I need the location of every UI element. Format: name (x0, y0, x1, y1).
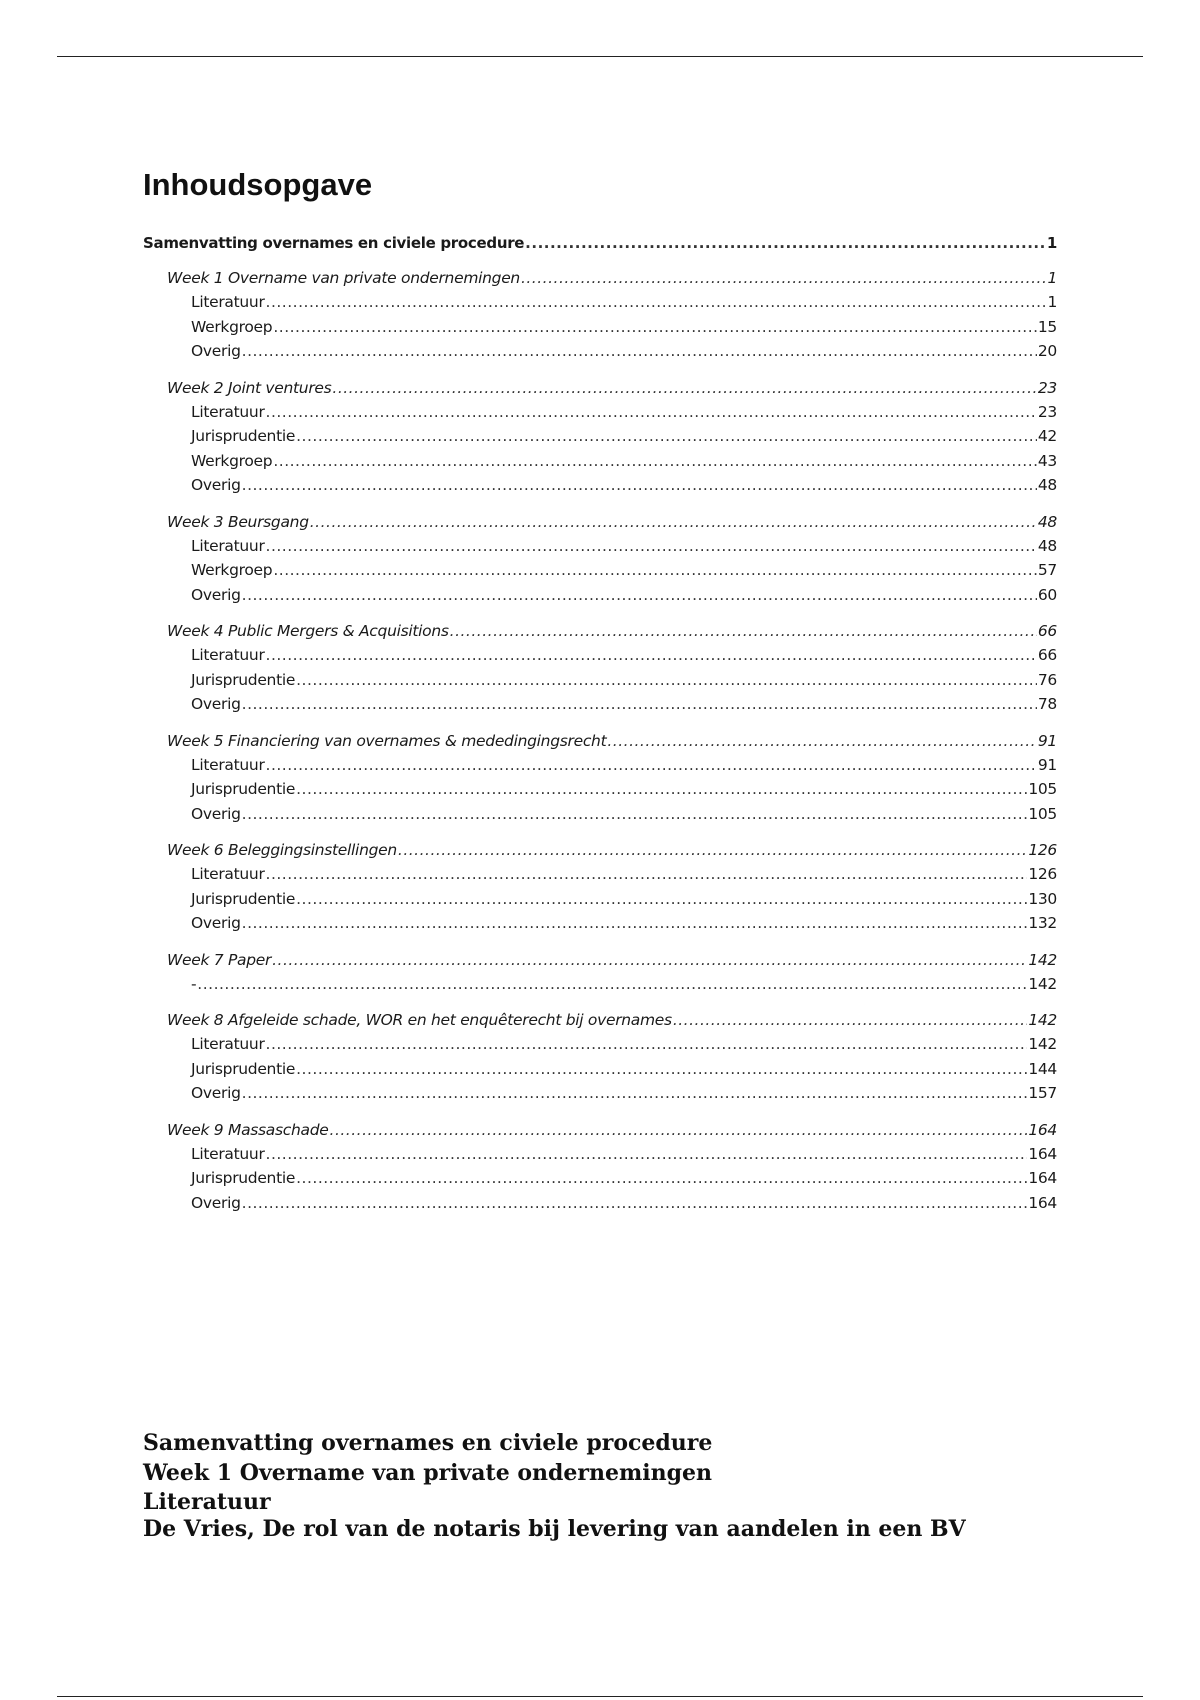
toc-entry-label: Week 1 Overname van private ondernemingen (167, 269, 520, 287)
toc-entry-label: Literatuur (191, 1035, 265, 1053)
toc-entry-label: Jurisprudentie (191, 1059, 296, 1078)
toc-leader-dots (242, 1191, 1028, 1216)
toc-leader-dots (296, 887, 1027, 912)
toc-entry-week[interactable] (143, 619, 1057, 643)
toc-leader-dots (266, 290, 1047, 315)
toc-entry-week[interactable] (143, 1008, 1057, 1032)
toc-entry-page: 42 (1037, 427, 1057, 445)
toc-leader-dots (521, 266, 1046, 290)
toc-entry-label: Samenvatting overnames en civiele procedure (143, 234, 525, 252)
toc-entry-label: Literatuur (191, 1144, 265, 1163)
toc-entry-label: Jurisprudentie (191, 427, 296, 445)
toc-entry-page: 142 (1028, 974, 1057, 993)
toc-entry-page: 164 (1028, 1193, 1057, 1212)
toc-entry-page: 23 (1037, 378, 1057, 397)
toc-leader-dots (296, 424, 1037, 449)
toc-entry-label: Overig (191, 1084, 241, 1102)
toc-entry-page: 105 (1028, 804, 1057, 823)
toc-entry-subsection[interactable] (143, 473, 1057, 498)
toc-entry-week[interactable] (143, 376, 1057, 400)
toc-leader-dots (673, 1008, 1028, 1032)
toc-entry-page: 144 (1028, 1059, 1057, 1078)
toc-entry-subsection[interactable] (143, 1032, 1057, 1057)
toc-leader-dots (272, 948, 1027, 972)
toc-entry-label: Jurisprudentie (191, 780, 296, 798)
toc-entry-label: Jurisprudentie (191, 889, 296, 908)
toc-entry-subsection[interactable] (143, 1142, 1057, 1167)
toc-entry-main[interactable] (143, 230, 1057, 256)
toc-entry-subsection[interactable] (143, 972, 1057, 997)
toc-entry-week[interactable] (143, 1118, 1057, 1142)
toc-leader-dots (266, 643, 1037, 668)
toc-entry-subsection[interactable] (143, 692, 1057, 717)
toc-entry-page: 78 (1037, 695, 1057, 713)
toc-leader-dots (330, 1118, 1028, 1142)
toc-entry-label: Overig (191, 695, 241, 713)
toc-entry-label: Week 4 Public Mergers & Acquisitions (167, 622, 449, 640)
toc-leader-dots (273, 315, 1037, 340)
toc-entry-subsection[interactable] (143, 583, 1057, 608)
toc-leader-dots (242, 1081, 1028, 1106)
toc-entry-page: 126 (1028, 841, 1057, 859)
toc-leader-dots (242, 339, 1037, 364)
toc-entry-page: 20 (1037, 342, 1057, 360)
toc-leader-dots (266, 534, 1037, 559)
toc-entry-subsection[interactable] (143, 862, 1057, 887)
toc-entry-page: 1 (1046, 234, 1057, 252)
toc-leader-dots (398, 838, 1027, 862)
toc-entry-subsection[interactable] (143, 424, 1057, 449)
toc-leader-dots (296, 668, 1037, 693)
toc-entry-subsection[interactable] (143, 534, 1057, 559)
toc-entry-label: Week 8 Afgeleide schade, WOR en het enquêterecht bij overnames (167, 1011, 672, 1029)
toc-leader-dots (242, 802, 1028, 827)
toc-entry-subsection[interactable] (143, 558, 1057, 583)
toc-entry-label: Literatuur (191, 536, 265, 555)
toc-entry-label: Overig (191, 914, 241, 932)
toc-entry-label: Literatuur (191, 865, 265, 883)
toc-entry-page: 15 (1037, 317, 1057, 336)
toc-entry-subsection[interactable] (143, 887, 1057, 912)
toc-entry-label: Literatuur (191, 646, 265, 664)
toc-entry-subsection[interactable] (143, 802, 1057, 827)
heading-summary: Samenvatting overnames en civiele procedure (143, 1430, 713, 1456)
toc-entry-label: - (191, 974, 197, 993)
toc-entry-page: 1 (1047, 293, 1057, 311)
toc-entry-page: 105 (1028, 780, 1057, 798)
toc-leader-dots (266, 400, 1037, 425)
toc-entry-page: 66 (1037, 646, 1057, 664)
toc-entry-label: Week 7 Paper (167, 950, 272, 969)
toc-entry-label: Overig (191, 804, 241, 823)
toc-entry-label: Literatuur (191, 755, 265, 774)
toc-entry-label: Jurisprudentie (191, 670, 296, 689)
toc-leader-dots (450, 619, 1037, 643)
toc-leader-dots (242, 911, 1028, 936)
toc-entry-subsection[interactable] (143, 643, 1057, 668)
toc-entry-subsection[interactable] (143, 911, 1057, 936)
toc-entry-page: 157 (1028, 1084, 1057, 1102)
header-rule (57, 56, 1143, 57)
toc-entry-page: 43 (1037, 451, 1057, 470)
toc-entry-label: Overig (191, 342, 241, 360)
toc-entry-page: 132 (1028, 914, 1057, 932)
toc-entry-week[interactable] (143, 510, 1057, 534)
toc-leader-dots (242, 473, 1037, 498)
toc-leader-dots (266, 862, 1028, 887)
toc-entry-label: Jurisprudentie (191, 1169, 296, 1187)
toc-leader-dots (296, 1166, 1027, 1191)
toc-leader-dots (197, 972, 1027, 997)
toc-entry-page: 48 (1037, 536, 1057, 555)
toc-entry-subsection[interactable] (143, 315, 1057, 340)
toc-leader-dots (607, 729, 1037, 753)
toc-leader-dots (266, 1142, 1028, 1167)
toc-entry-page: 142 (1028, 1011, 1057, 1029)
toc-leader-dots (266, 753, 1037, 778)
toc-leader-dots (525, 230, 1046, 256)
toc-leader-dots (273, 558, 1037, 583)
toc-entry-page: 130 (1028, 889, 1057, 908)
toc-title: Inhoudsopgave (143, 167, 373, 202)
toc-entry-subsection[interactable] (143, 449, 1057, 474)
toc-entry-label: Werkgroep (191, 451, 273, 470)
toc-entry-page: 60 (1037, 585, 1057, 604)
toc-entry-page: 142 (1028, 1035, 1057, 1053)
heading-de-vries: De Vries, De rol van de notaris bij levering van aandelen in een BV (143, 1516, 966, 1542)
toc-leader-dots (332, 376, 1036, 400)
toc-entry-subsection[interactable] (143, 777, 1057, 802)
toc-entry-subsection[interactable] (143, 400, 1057, 425)
toc-entry-label: Werkgroep (191, 561, 273, 579)
toc-entry-week[interactable] (143, 948, 1057, 972)
toc-entry-page: 126 (1028, 865, 1057, 883)
toc-entry-page: 23 (1037, 402, 1057, 421)
toc-entry-label: Literatuur (191, 402, 265, 421)
toc-weeks (143, 266, 1057, 1215)
toc-entry-subsection[interactable] (143, 339, 1057, 364)
toc-entry-week[interactable] (143, 266, 1057, 290)
toc-entry-page: 142 (1028, 950, 1057, 969)
toc-entry-subsection[interactable] (143, 290, 1057, 315)
toc-entry-page: 57 (1037, 561, 1057, 579)
heading-week-1: Week 1 Overname van private ondernemingen (143, 1460, 713, 1486)
footer-rule (57, 1696, 1143, 1697)
heading-literatuur: Literatuur (143, 1489, 271, 1515)
toc-entry-subsection[interactable] (143, 753, 1057, 778)
toc-entry-page: 76 (1037, 670, 1057, 689)
toc-entry-subsection[interactable] (143, 1057, 1057, 1082)
toc-entry-page: 164 (1028, 1120, 1057, 1139)
toc-entry-page: 66 (1037, 622, 1057, 640)
toc-leader-dots (266, 1032, 1028, 1057)
toc-entry-page: 91 (1037, 755, 1057, 774)
toc-leader-dots (296, 1057, 1027, 1082)
toc-entry-subsection[interactable] (143, 668, 1057, 693)
toc-entry-label: Week 3 Beursgang (167, 512, 309, 531)
toc-leader-dots (310, 510, 1037, 534)
toc-entry-subsection[interactable] (143, 1081, 1057, 1106)
toc-entry-page: 164 (1028, 1144, 1057, 1163)
toc-leader-dots (242, 692, 1037, 717)
toc-entry-page: 164 (1028, 1169, 1057, 1187)
toc-entry-page: 91 (1037, 731, 1057, 750)
toc-entry-label: Week 6 Beleggingsinstellingen (167, 841, 397, 859)
document-headings (143, 1428, 966, 1544)
toc-entry-label: Werkgroep (191, 317, 273, 336)
toc-entry-page: 48 (1037, 476, 1057, 494)
toc-entry-label: Week 5 Financiering van overnames & mededingingsrecht (167, 731, 607, 750)
toc-leader-dots (273, 449, 1037, 474)
toc-entry-page: 1 (1047, 269, 1057, 287)
toc-entry-page: 48 (1037, 512, 1057, 531)
toc-leader-dots (296, 777, 1027, 802)
toc-entry-subsection[interactable] (143, 1166, 1057, 1191)
toc-entry-label: Overig (191, 1193, 241, 1212)
toc-entry-label: Literatuur (191, 293, 265, 311)
toc-entry-label: Week 9 Massaschade (167, 1120, 329, 1139)
toc-entry-subsection[interactable] (143, 1191, 1057, 1216)
toc-entry-label: Overig (191, 476, 241, 494)
toc-entry-week[interactable] (143, 838, 1057, 862)
toc-entry-label: Week 2 Joint ventures (167, 378, 332, 397)
table-of-contents (143, 230, 1057, 1215)
toc-leader-dots (242, 583, 1037, 608)
toc-entry-label: Overig (191, 585, 241, 604)
toc-entry-week[interactable] (143, 729, 1057, 753)
